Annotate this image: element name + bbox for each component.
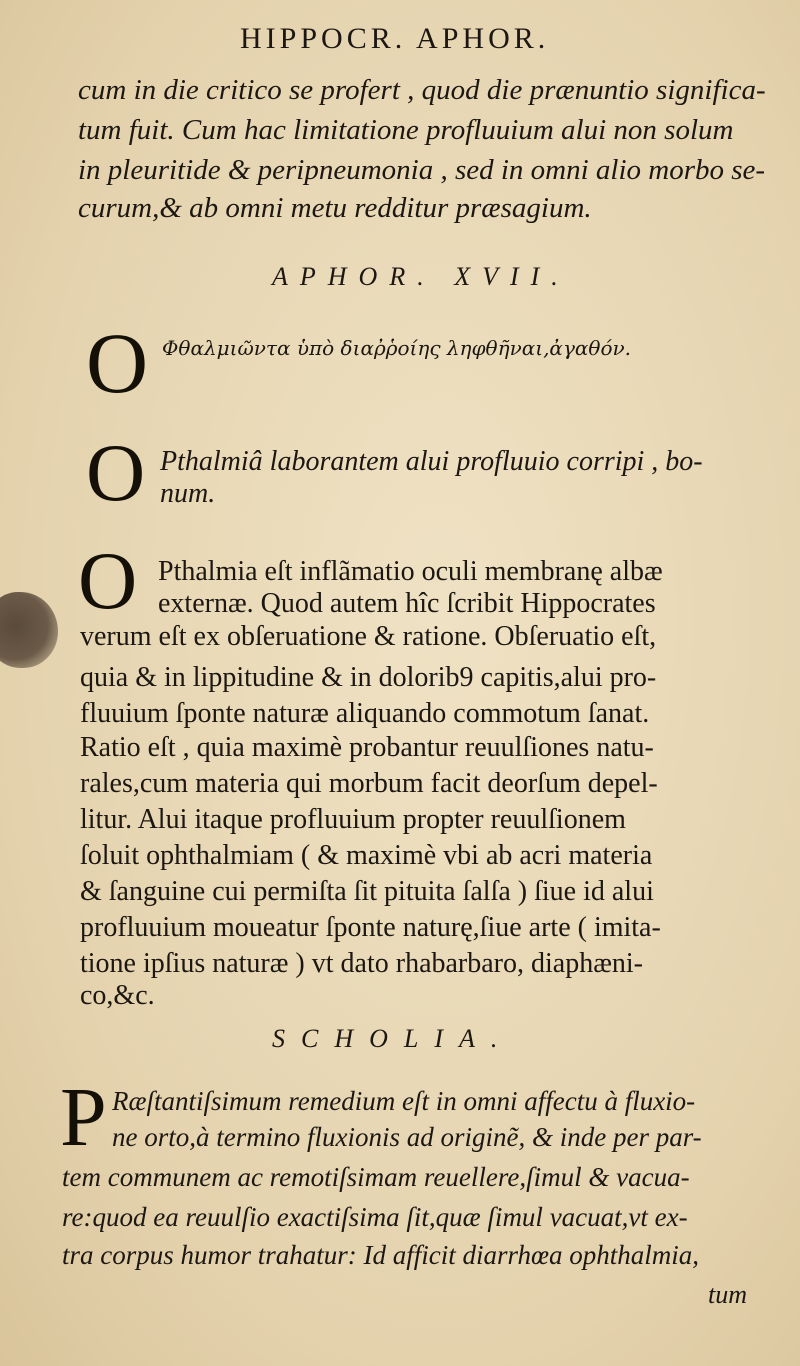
running-head: HIPPOCR. APHOR.: [240, 22, 550, 55]
text-line: num.: [160, 478, 216, 509]
text-line: litur. Alui itaque profluuium propter reuulſionem: [80, 804, 626, 835]
text-line: externæ. Quod autem hîc ſcribit Hippocrates: [158, 588, 656, 619]
text-line: tra corpus humor trahatur: Id afficit diarrhœa ophthalmia,: [62, 1240, 700, 1270]
text-line: quia & in lippitudine & in dolorib9 capitis,alui pro-: [80, 662, 657, 693]
text-line: & ſanguine cui permiſta ſit pituita ſalſa ) ſiue id alui: [80, 876, 654, 907]
text-line: rales,cum materia qui morbum facit deorſum depel-: [80, 768, 658, 799]
text-line: tum fuit. Cum hac limitatione profluuium alui non solum: [78, 114, 734, 146]
text-line: Pthalmiâ laborantem alui profluuio corripi , bo-: [160, 446, 703, 477]
latin-drop-cap: O: [86, 427, 146, 518]
text-line: ne orto,à termino fluxionis ad originẽ, & inde per par-: [112, 1122, 702, 1152]
catchword: tum: [708, 1280, 747, 1309]
text-line: tem communem ac remotiſsimam reuellere,ſimul & vacua-: [62, 1162, 690, 1192]
text-line: Pthalmia eſt inflãmatio oculi membranę albæ: [158, 556, 663, 587]
text-line: re:quod ea reuulſio exactiſsima ſit,quæ ſimul vacuat,vt ex-: [62, 1202, 688, 1232]
scholia-heading: SCHOLIA.: [272, 1024, 514, 1053]
text-line: co,&c.: [80, 980, 155, 1011]
greek-text: Φθαλμιῶντα ὑπὸ διαῤῥοίης ληφθῆναι,ἀγαθόν.: [162, 336, 631, 360]
text-line: profluuium moueatur ſponte naturę,ſiue arte ( imita-: [80, 912, 661, 943]
text-line: cum in die critico se profert , quod die prænuntio significa-: [78, 74, 766, 106]
text-line: in pleuritide & peripneumonia , sed in omni alio morbo se-: [78, 154, 766, 186]
text-line: curum,& ab omni metu redditur præsagium.: [78, 192, 592, 224]
ink-stain: [0, 592, 58, 668]
text-line: fluuium ſponte naturæ aliquando commotum ſanat.: [80, 698, 650, 729]
text-line: verum eſt ex obſeruatione & ratione. Obſeruatio eſt,: [80, 621, 657, 652]
text-line: ſoluit ophthalmiam ( & maximè vbi ab acri materia: [80, 840, 653, 871]
text-line: tione ipſius naturæ ) vt dato rhabarbaro, diaphæni-: [80, 948, 643, 979]
commentary-drop-cap: O: [78, 535, 138, 626]
text-line: Ræſtantiſsimum remedium eſt in omni affectu à fluxio-: [112, 1086, 696, 1116]
greek-drop-cap: O: [86, 315, 149, 411]
scholia-drop-cap: P: [60, 1071, 107, 1164]
text-line: Ratio eſt , quia maximè probantur reuulſiones natu-: [80, 732, 654, 763]
aphorism-heading: APHOR. XVII.: [272, 262, 570, 291]
